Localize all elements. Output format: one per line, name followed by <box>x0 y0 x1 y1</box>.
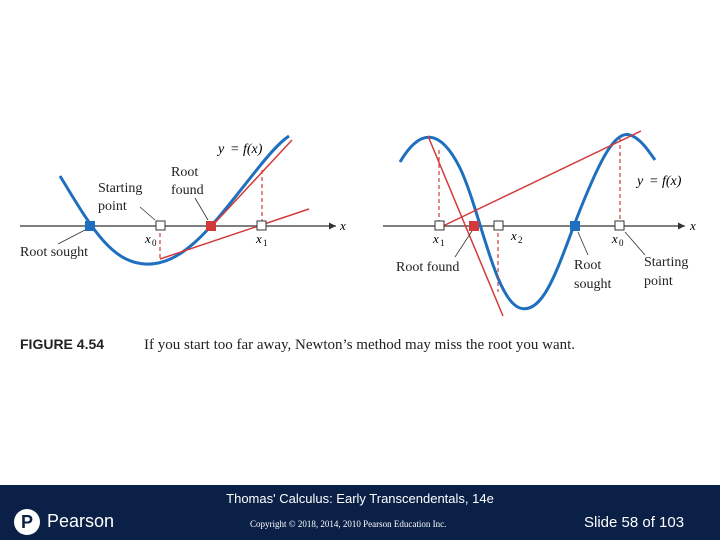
pearson-brand: Pearson <box>47 511 115 531</box>
left-root-sought-leader <box>58 230 85 244</box>
right-x1-subscript: 1 <box>440 238 445 248</box>
copyright-notice: Copyright © 2018, 2014, 2010 Pearson Education Inc. <box>250 519 447 529</box>
pearson-logo-icon: P <box>14 509 40 535</box>
left-root-found-leader <box>195 198 208 220</box>
left-x0-marker <box>156 221 165 230</box>
left-panel <box>20 136 346 264</box>
right-root-sought-leader <box>578 232 588 255</box>
right-starting-point-leader <box>625 232 645 255</box>
right-root-sought-label-2: sought <box>574 277 612 292</box>
right-x0-marker <box>615 221 624 230</box>
left-root-found-marker <box>206 221 216 231</box>
right-x0-subscript: 0 <box>619 238 624 248</box>
slide-counter: Slide 58 of 103 <box>584 514 685 531</box>
right-x2-subscript: 2 <box>518 235 523 245</box>
right-root-found-label: Root found <box>396 260 460 275</box>
figure-caption-label: FIGURE 4.54 <box>20 336 105 352</box>
right-root-sought-label-1: Root <box>574 258 602 273</box>
left-tangent-at-x0 <box>160 209 309 259</box>
right-root-found-leader <box>455 231 472 257</box>
right-x1-marker <box>435 221 444 230</box>
left-starting-point-label-1: Starting <box>98 181 143 196</box>
left-root-found-label-1: Root <box>171 165 199 180</box>
right-starting-point-label-2: point <box>644 274 673 289</box>
left-x0-subscript: 0 <box>152 238 157 248</box>
right-x2-marker <box>494 221 503 230</box>
left-root-sought-label: Root sought <box>20 245 89 260</box>
right-root-sought-marker <box>570 221 580 231</box>
left-curve-label-y: y <box>218 142 225 157</box>
figure-caption-text: If you start too far away, Newton’s method may miss the root you want. <box>144 337 576 353</box>
right-curve-label-eq: = f(x) <box>649 174 682 189</box>
right-curve-label-y: y <box>637 174 644 189</box>
left-x1-subscript: 1 <box>263 238 268 248</box>
right-x2-label: x <box>511 228 517 243</box>
right-x1-label: x <box>433 231 439 246</box>
right-starting-point-label-1: Starting <box>644 255 689 270</box>
right-tangent-at-x0 <box>443 131 641 226</box>
right-x-axis-label: x <box>690 218 696 233</box>
right-panel <box>383 131 696 316</box>
left-x1-marker <box>257 221 266 230</box>
book-title: Thomas' Calculus: Early Transcendentals, 14e <box>226 491 494 506</box>
left-x1-label: x <box>256 231 262 246</box>
left-starting-point-label-2: point <box>98 199 127 214</box>
left-starting-point-leader <box>140 207 155 220</box>
left-root-found-label-2: found <box>171 183 204 198</box>
right-root-found-marker <box>469 221 479 231</box>
left-x-axis-label: x <box>340 218 346 233</box>
left-x0-label: x <box>145 231 151 246</box>
left-curve-label-eq: = f(x) <box>230 142 263 157</box>
left-root-sought-marker <box>85 221 95 231</box>
right-x0-label: x <box>612 231 618 246</box>
